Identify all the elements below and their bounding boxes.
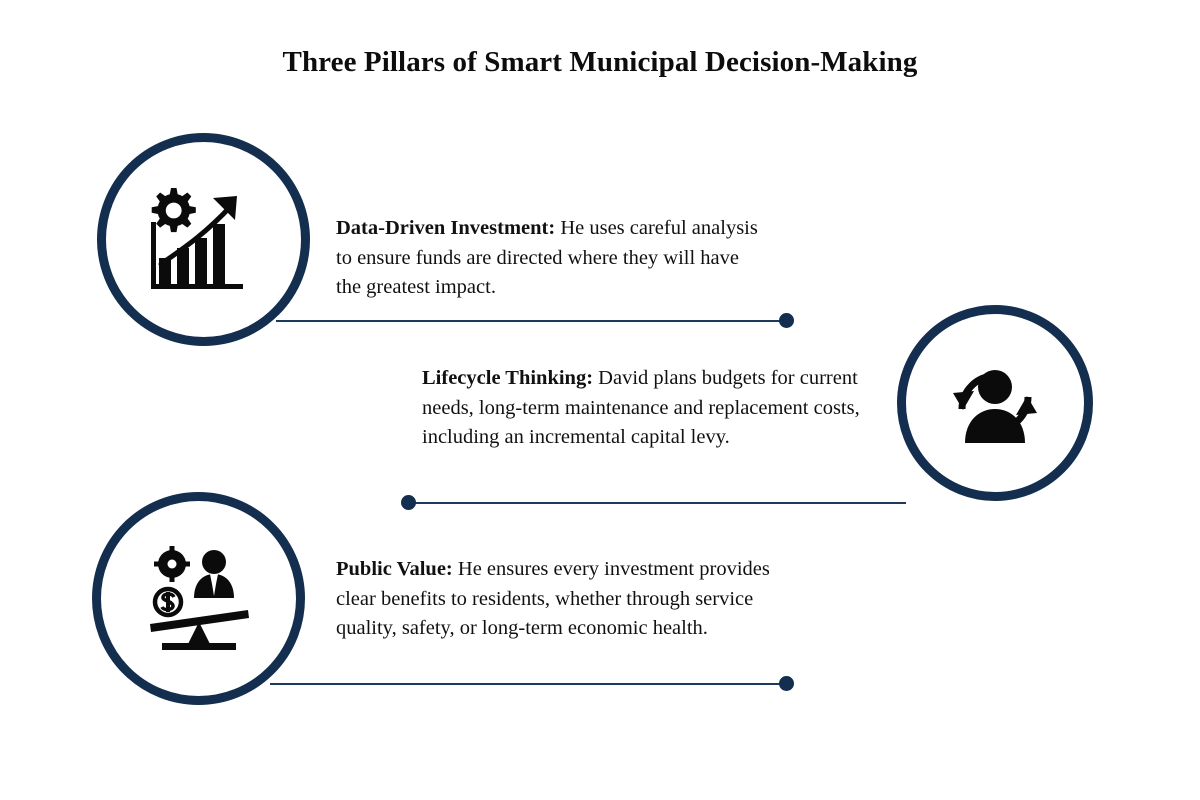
pillar-icon-circle-data-driven-investment <box>97 133 310 346</box>
pillar-text-data-driven-investment <box>336 214 768 303</box>
connector-line-1 <box>276 320 786 322</box>
pillar-heading-lifecycle-thinking: Lifecycle Thinking: <box>422 367 594 389</box>
connector-dot-1 <box>779 313 794 328</box>
pillar-body-public-value: He ensures every investment provides clear benefits to residents, whether through service quality, safety, or long-term economic health. <box>336 558 770 640</box>
growth-chart-gear-icon <box>141 180 267 300</box>
connector-dot-3 <box>779 676 794 691</box>
pillar-text-public-value <box>336 555 776 644</box>
connector-line-3 <box>270 683 786 685</box>
balance-scale-value-icon <box>136 540 262 658</box>
pillar-heading-data-driven-investment: Data-Driven Investment: <box>336 217 556 239</box>
pillar-icon-circle-public-value <box>92 492 305 705</box>
pillar-body-lifecycle-thinking: David plans budgets for current needs, long-term maintenance and replacement costs, including an incremental capital levy. <box>422 367 860 449</box>
page-title: Three Pillars of Smart Municipal Decision-Making <box>282 46 918 78</box>
pillar-body-data-driven-investment: He uses careful analysis to ensure funds are directed where they will have the greatest impact. <box>336 217 758 299</box>
connector-line-2 <box>406 502 906 504</box>
pillar-text-lifecycle-thinking <box>422 364 882 453</box>
lifecycle-person-icon <box>936 347 1054 459</box>
connector-dot-2 <box>401 495 416 510</box>
pillar-icon-circle-lifecycle-thinking <box>897 305 1093 501</box>
pillar-heading-public-value: Public Value: <box>336 558 453 580</box>
